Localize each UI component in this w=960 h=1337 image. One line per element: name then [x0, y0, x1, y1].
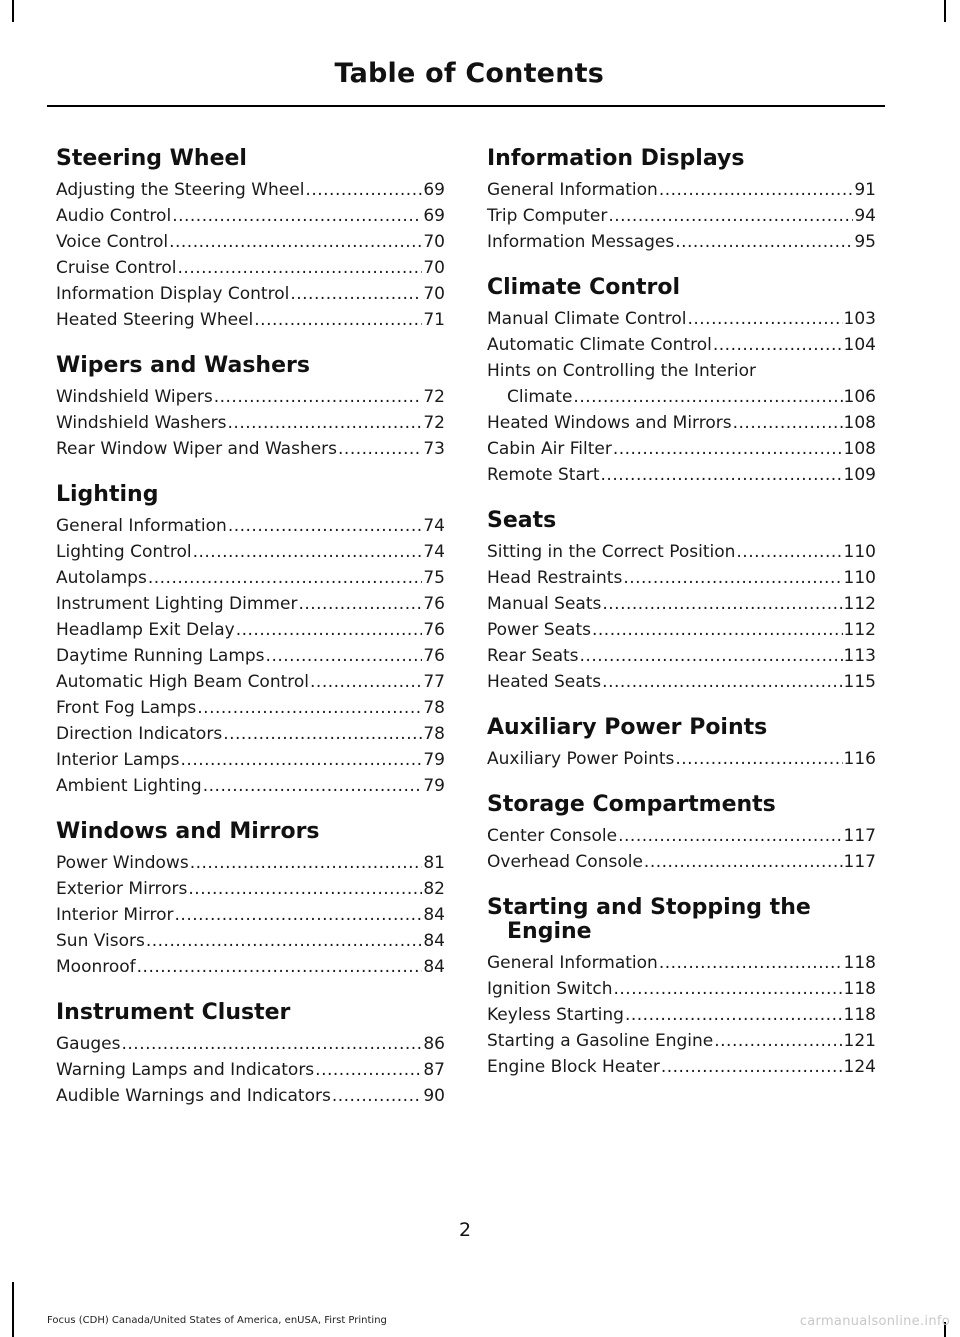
toc-entry-title: Audible Warnings and Indicators	[56, 1086, 331, 1106]
dot-leader	[608, 203, 853, 229]
toc-entry[interactable]	[487, 410, 876, 436]
toc-entry-title: Interior Lamps	[56, 750, 180, 770]
toc-entry[interactable]	[487, 462, 876, 488]
toc-entry[interactable]	[56, 669, 445, 695]
toc-entry-page: 95	[854, 232, 876, 252]
dot-leader	[661, 1054, 843, 1080]
toc-entry-title: Exterior Mirrors	[56, 879, 188, 899]
toc-entry-title: Sun Visors	[56, 931, 145, 951]
toc-entry-title: Heated Seats	[487, 672, 602, 692]
dot-leader	[714, 1028, 842, 1054]
toc-entry-page: 115	[843, 672, 876, 692]
toc-entry-page: 76	[423, 646, 445, 666]
toc-entry-page: 74	[423, 516, 445, 536]
section-heading	[487, 793, 876, 817]
dot-leader	[121, 1031, 422, 1057]
toc-entry[interactable]	[487, 203, 876, 229]
dot-leader	[223, 721, 422, 747]
toc-entry-title: Information Display Control	[56, 284, 290, 304]
dot-leader	[197, 695, 422, 721]
dot-leader	[315, 1057, 422, 1083]
toc-section	[56, 1001, 445, 1109]
toc-entry-page: 77	[423, 672, 445, 692]
toc-entry[interactable]	[56, 643, 445, 669]
toc-entry[interactable]	[56, 1031, 445, 1057]
toc-entry-title: Rear Window Wiper and Washers	[56, 439, 338, 459]
toc-entry-title: Engine Block Heater	[487, 1057, 660, 1077]
section-heading	[56, 147, 445, 171]
toc-entry-page: 110	[843, 542, 876, 562]
toc-entry-title: Cabin Air Filter	[487, 439, 612, 459]
dot-leader	[580, 643, 843, 669]
dot-leader	[601, 462, 843, 488]
toc-entry-continuation-line	[487, 384, 876, 410]
toc-entry-page: 76	[423, 620, 445, 640]
toc-entry-title: Trip Computer	[487, 206, 608, 226]
crop-mark-top-right	[944, 0, 946, 22]
toc-entry-page: 81	[423, 853, 445, 873]
toc-entry-title: Instrument Lighting Dimmer	[56, 594, 298, 614]
toc-entry-page: 79	[423, 750, 445, 770]
dot-leader	[675, 746, 842, 772]
dot-leader	[613, 976, 842, 1002]
toc-entry-page: 113	[843, 646, 876, 666]
toc-entry[interactable]	[56, 876, 445, 902]
toc-entry[interactable]	[56, 695, 445, 721]
toc-entry-page: 86	[423, 1034, 445, 1054]
toc-entry[interactable]	[487, 591, 876, 617]
toc-entry[interactable]	[56, 281, 445, 307]
dot-leader	[736, 539, 842, 565]
toc-entry[interactable]	[56, 591, 445, 617]
toc-entry-page: 117	[843, 852, 876, 872]
toc-entry[interactable]	[487, 976, 876, 1002]
toc-entry-title: Gauges	[56, 1034, 121, 1054]
toc-entry-page: 90	[423, 1086, 445, 1106]
dot-leader	[172, 203, 422, 229]
publication-footer: Focus (CDH) Canada/United States of America, enUSA, First Printing	[47, 1315, 387, 1326]
dot-leader	[181, 747, 423, 773]
section-heading	[487, 147, 876, 171]
toc-section	[487, 147, 876, 255]
toc-entry[interactable]	[56, 747, 445, 773]
toc-entry-title: Ambient Lighting	[56, 776, 202, 796]
toc-entry-title: Cruise Control	[56, 258, 177, 278]
toc-entry[interactable]	[487, 1054, 876, 1080]
section-heading-text: Wipers and Washers	[56, 353, 310, 378]
toc-entry-title: Moonroof	[56, 957, 136, 977]
section-heading	[56, 354, 445, 378]
toc-entry[interactable]	[487, 643, 876, 669]
toc-entry-page: 124	[843, 1057, 876, 1077]
dot-leader	[137, 954, 423, 980]
toc-entry-title: Auxiliary Power Points	[487, 749, 675, 769]
toc-entry[interactable]	[56, 410, 445, 436]
toc-entry-page: 109	[843, 465, 876, 485]
toc-entry-title: Information Messages	[487, 232, 675, 252]
section-heading-text: Seats	[487, 508, 557, 533]
toc-entry-title: Audio Control	[56, 206, 172, 226]
toc-entry-title: Manual Climate Control	[487, 309, 687, 329]
dot-leader	[148, 565, 423, 591]
toc-entry[interactable]	[487, 823, 876, 849]
toc-entry[interactable]	[487, 669, 876, 695]
crop-mark-top-left	[12, 0, 14, 22]
dot-leader	[169, 229, 422, 255]
toc-entry-title: Lighting Control	[56, 542, 192, 562]
section-heading	[487, 509, 876, 533]
toc-entry-title: Overhead Console	[487, 852, 643, 872]
toc-entry-page: 91	[854, 180, 876, 200]
toc-entry[interactable]	[487, 539, 876, 565]
toc-entry-title: Interior Mirror	[56, 905, 174, 925]
section-heading	[487, 276, 876, 300]
toc-entry[interactable]	[56, 1083, 445, 1109]
toc-entry-page: 84	[423, 957, 445, 977]
toc-entry[interactable]	[487, 617, 876, 643]
toc-entry-title: Daytime Running Lamps	[56, 646, 265, 666]
toc-entry-page: 79	[423, 776, 445, 796]
toc-entry-page: 76	[423, 594, 445, 614]
toc-entry-title: Manual Seats	[487, 594, 602, 614]
dot-leader	[228, 410, 423, 436]
toc-entry[interactable]	[487, 358, 876, 410]
dot-leader	[236, 617, 423, 643]
toc-entry[interactable]	[487, 849, 876, 875]
toc-entry-title: Windshield Wipers	[56, 387, 213, 407]
toc-column-left	[56, 147, 445, 1130]
dot-leader	[266, 643, 423, 669]
toc-entry[interactable]	[56, 539, 445, 565]
dot-leader	[305, 177, 422, 203]
section-heading-text: Storage Compartments	[487, 792, 776, 817]
toc-entry-page: 117	[843, 826, 876, 846]
toc-entry-title: General Information	[487, 180, 658, 200]
toc-entry-page: 73	[423, 439, 445, 459]
toc-section	[56, 820, 445, 980]
toc-entry-title: Adjusting the Steering Wheel	[56, 180, 305, 200]
toc-entry-page: 69	[423, 180, 445, 200]
dot-leader	[602, 591, 842, 617]
toc-entry-title: Windshield Washers	[56, 413, 227, 433]
toc-entry[interactable]	[56, 954, 445, 980]
toc-entry-page: 75	[423, 568, 445, 588]
toc-entry-page: 112	[843, 620, 876, 640]
toc-entry-page: 121	[843, 1031, 876, 1051]
toc-entry-title: Sitting in the Correct Position	[487, 542, 736, 562]
toc-entry-title: Warning Lamps and Indicators	[56, 1060, 315, 1080]
dot-leader	[338, 436, 422, 462]
toc-entry-title: Autolamps	[56, 568, 147, 588]
dot-leader	[228, 513, 423, 539]
toc-entry-page: 72	[423, 387, 445, 407]
toc-entry-title: General Information	[487, 953, 658, 973]
section-heading-text: Lighting	[56, 482, 159, 507]
toc-entry-page: 84	[423, 931, 445, 951]
toc-entry-title: Direction Indicators	[56, 724, 223, 744]
toc-entry-page: 87	[423, 1060, 445, 1080]
dot-leader	[613, 436, 843, 462]
dot-leader	[193, 539, 423, 565]
toc-entry[interactable]	[56, 773, 445, 799]
page-number: 2	[458, 1219, 472, 1241]
dot-leader	[332, 1083, 423, 1109]
toc-entry-page: 69	[423, 206, 445, 226]
toc-entry-page: 94	[854, 206, 876, 226]
dot-leader	[733, 410, 843, 436]
toc-entry[interactable]	[487, 1028, 876, 1054]
section-heading-text: Starting and Stopping the	[487, 895, 811, 920]
toc-entry-page: 103	[843, 309, 876, 329]
toc-entry-page: 70	[423, 284, 445, 304]
toc-entry[interactable]	[56, 255, 445, 281]
toc-section	[487, 793, 876, 875]
section-heading-text: Information Displays	[487, 146, 745, 171]
toc-entry-page: 72	[423, 413, 445, 433]
toc-entry-title: Center Console	[487, 826, 618, 846]
toc-entry[interactable]	[56, 617, 445, 643]
watermark: carmanualsonline.info	[799, 1314, 950, 1329]
section-heading-text: Auxiliary Power Points	[487, 715, 768, 740]
toc-entry-title: Heated Windows and Mirrors	[487, 413, 732, 433]
toc-entry[interactable]	[56, 565, 445, 591]
toc-section	[56, 354, 445, 462]
toc-entry[interactable]	[487, 746, 876, 772]
toc-entry-page: 108	[843, 439, 876, 459]
dot-leader	[298, 591, 422, 617]
dot-leader	[146, 928, 423, 954]
section-heading-text: Steering Wheel	[56, 146, 247, 171]
toc-entry-title: Remote Start	[487, 465, 600, 485]
section-heading-text: Instrument Cluster	[56, 1000, 291, 1025]
toc-entry-title: Power Windows	[56, 853, 189, 873]
toc-section	[487, 896, 876, 1080]
dot-leader	[602, 669, 842, 695]
dot-leader	[623, 565, 842, 591]
toc-entry[interactable]	[487, 229, 876, 255]
toc-entry-page: 71	[423, 310, 445, 330]
toc-entry[interactable]	[487, 565, 876, 591]
toc-entry-page: 118	[843, 979, 876, 999]
toc-entry-title: Rear Seats	[487, 646, 579, 666]
dot-leader	[687, 306, 842, 332]
toc-entry[interactable]	[487, 306, 876, 332]
toc-entry-page: 104	[843, 335, 876, 355]
toc-section	[487, 276, 876, 488]
toc-entry[interactable]	[56, 384, 445, 410]
crop-mark-bottom-left	[12, 1282, 14, 1337]
dot-leader	[644, 849, 843, 875]
dot-leader	[188, 876, 422, 902]
toc-section	[56, 483, 445, 799]
toc-entry-page: 82	[423, 879, 445, 899]
toc-entry[interactable]	[487, 1002, 876, 1028]
toc-entry[interactable]	[56, 513, 445, 539]
section-heading	[487, 716, 876, 740]
section-heading-continuation: Engine	[507, 919, 592, 944]
toc-entry-title: Front Fog Lamps	[56, 698, 197, 718]
toc-entry-page: 106	[843, 387, 876, 407]
toc-section	[56, 147, 445, 333]
toc-entry-page: 110	[843, 568, 876, 588]
section-heading	[56, 820, 445, 844]
dot-leader	[659, 177, 854, 203]
dot-leader	[573, 384, 842, 410]
toc-entry[interactable]	[487, 950, 876, 976]
toc-entry[interactable]	[56, 229, 445, 255]
dot-leader	[203, 773, 423, 799]
toc-entry-title: Heated Steering Wheel	[56, 310, 254, 330]
toc-entry-title: Keyless Starting	[487, 1005, 624, 1025]
section-heading	[487, 896, 876, 944]
toc-entry-title: Head Restraints	[487, 568, 623, 588]
section-heading-text: Climate Control	[487, 275, 681, 300]
toc-entry-page: 78	[423, 724, 445, 744]
dot-leader	[592, 617, 843, 643]
toc-entry-title: Voice Control	[56, 232, 169, 252]
toc-entry[interactable]	[487, 332, 876, 358]
toc-entry-title-continuation: Climate	[507, 387, 573, 407]
dot-leader	[290, 281, 422, 307]
section-heading	[56, 483, 445, 507]
toc-section	[487, 509, 876, 695]
title-divider	[47, 105, 885, 107]
toc-entry[interactable]	[487, 436, 876, 462]
dot-leader	[178, 255, 423, 281]
dot-leader	[254, 307, 422, 333]
toc-entry-page: 84	[423, 905, 445, 925]
toc-column-right	[487, 147, 876, 1101]
dot-leader	[214, 384, 423, 410]
toc-entry[interactable]	[56, 721, 445, 747]
toc-entry-page: 118	[843, 1005, 876, 1025]
toc-entry-title: Starting a Gasoline Engine	[487, 1031, 714, 1051]
toc-entry[interactable]	[56, 307, 445, 333]
toc-entry-page: 108	[843, 413, 876, 433]
toc-entry-page: 78	[423, 698, 445, 718]
section-heading-text: Windows and Mirrors	[56, 819, 320, 844]
dot-leader	[675, 229, 853, 255]
dot-leader	[713, 332, 843, 358]
toc-entry-page: 74	[423, 542, 445, 562]
page-title: Table of Contents	[334, 58, 604, 89]
toc-section	[487, 716, 876, 772]
toc-entry[interactable]	[56, 850, 445, 876]
toc-entry-title: Ignition Switch	[487, 979, 613, 999]
dot-leader	[175, 902, 423, 928]
toc-entry[interactable]	[56, 203, 445, 229]
section-heading	[56, 1001, 445, 1025]
toc-entry-title: General Information	[56, 516, 227, 536]
toc-entry-page: 118	[843, 953, 876, 973]
dot-leader	[618, 823, 842, 849]
dot-leader	[190, 850, 423, 876]
toc-entry-title: Power Seats	[487, 620, 591, 640]
toc-entry-page: 116	[843, 749, 876, 769]
dot-leader	[625, 1002, 843, 1028]
toc-entry-page: 70	[423, 258, 445, 278]
dot-leader	[659, 950, 843, 976]
toc-entry[interactable]	[56, 1057, 445, 1083]
toc-entry-page: 70	[423, 232, 445, 252]
toc-entry[interactable]	[487, 177, 876, 203]
toc-entry[interactable]	[56, 902, 445, 928]
toc-entry-title: Hints on Controlling the Interior	[487, 361, 756, 381]
toc-entry[interactable]	[56, 177, 445, 203]
toc-entry[interactable]	[56, 928, 445, 954]
toc-entry-title: Headlamp Exit Delay	[56, 620, 235, 640]
toc-entry-title: Automatic High Beam Control	[56, 672, 310, 692]
toc-entry-page: 112	[843, 594, 876, 614]
toc-entry[interactable]	[56, 436, 445, 462]
toc-entry-title: Automatic Climate Control	[487, 335, 712, 355]
dot-leader	[310, 669, 422, 695]
